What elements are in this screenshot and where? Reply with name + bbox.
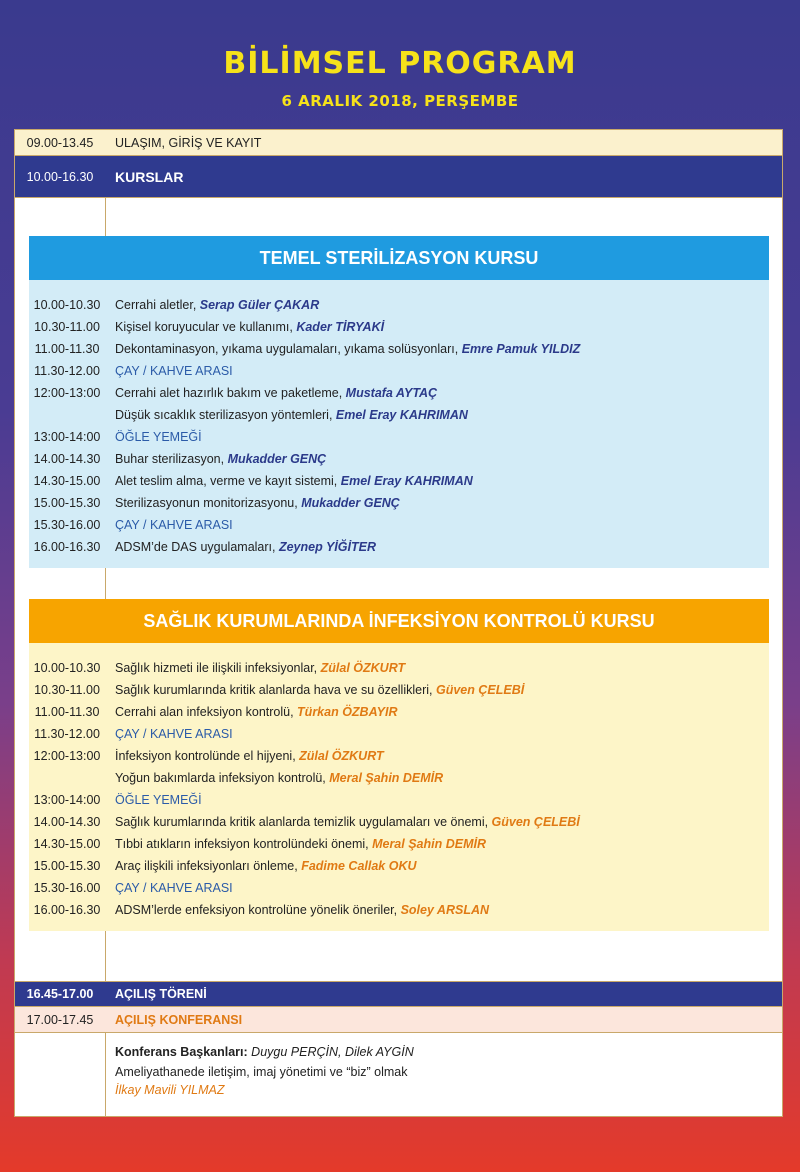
item-speaker: Zülal ÖZKURT xyxy=(299,749,384,763)
conference-chairs-label: Konferans Başkanları: xyxy=(115,1045,248,1059)
list-item xyxy=(29,536,769,558)
row-time: 16.45-17.00 xyxy=(26,987,94,1001)
conference-speaker: İlkay Mavili YILMAZ xyxy=(115,1083,225,1097)
item-speaker: Zeynep YİĞİTER xyxy=(278,540,376,554)
item-speaker: Türkan ÖZBAYIR xyxy=(297,705,398,719)
list-item xyxy=(29,877,769,899)
list-item xyxy=(29,426,769,448)
item-time: 11.00-11.30 xyxy=(34,342,100,356)
item-speaker: Meral Şahin DEMİR xyxy=(372,837,486,851)
course-body-sterilization xyxy=(29,280,769,568)
item-time: 14.30-15.00 xyxy=(33,474,101,488)
item-text: Alet teslim alma, verme ve kayıt sistemi, xyxy=(115,474,341,488)
item-text: Cerrahi alan infeksiyon kontrolü, xyxy=(115,705,298,719)
item-time: 12:00-13:00 xyxy=(33,386,101,400)
item-time: 15.00-15.30 xyxy=(33,496,101,510)
item-speaker: Soley ARSLAN xyxy=(400,903,490,917)
item-break: ÇAY / KAHVE ARASI xyxy=(115,364,233,378)
list-item xyxy=(29,899,769,921)
list-item xyxy=(29,855,769,877)
list-item xyxy=(29,811,769,833)
item-text: Düşük sıcaklık sterilizasyon yöntemleri, xyxy=(115,408,336,422)
list-item xyxy=(29,745,769,767)
item-text: Dekontaminasyon, yıkama uygulamaları, yıkama solüsyonları, xyxy=(115,342,462,356)
list-item xyxy=(29,657,769,679)
item-text: Sağlık kurumlarında kritik alanlarda hava ve su özellikleri, xyxy=(115,683,436,697)
item-speaker: Zülal ÖZKURT xyxy=(320,661,406,675)
item-text: Sağlık kurumlarında kritik alanlarda temizlik uygulamaları ve önemi, xyxy=(115,815,492,829)
item-break: ÇAY / KAHVE ARASI xyxy=(115,881,233,895)
list-item xyxy=(29,448,769,470)
list-item xyxy=(29,723,769,745)
conference-chairs: Duygu PERÇİN, Dilek AYGİN xyxy=(251,1045,414,1059)
item-text: ADSM’lerde enfeksiyon kontrolüne yönelik öneriler, xyxy=(115,903,401,917)
item-time: 10.30-11.00 xyxy=(34,320,100,334)
row-desc: ULAŞIM, GİRİŞ VE KAYIT xyxy=(115,136,262,150)
item-time: 15.30-16.00 xyxy=(33,881,101,895)
item-text: ADSM’de DAS uygulamaları, xyxy=(115,540,279,554)
item-time: 15.30-16.00 xyxy=(33,518,101,532)
program-row xyxy=(15,1007,782,1033)
item-speaker: Fadime Callak OKU xyxy=(301,859,417,873)
list-item xyxy=(29,404,769,426)
program-row xyxy=(15,981,782,1007)
item-time: 16.00-16.30 xyxy=(33,540,101,554)
list-item xyxy=(29,492,769,514)
item-speaker: Güven ÇELEBİ xyxy=(491,815,580,829)
conference-details xyxy=(115,1042,414,1098)
item-break: ÇAY / KAHVE ARASI xyxy=(115,727,233,741)
item-time: 12:00-13:00 xyxy=(33,749,101,763)
item-speaker: Mustafa AYTAÇ xyxy=(345,386,438,400)
item-time: 16.00-16.30 xyxy=(33,903,101,917)
item-time: 11.00-11.30 xyxy=(34,705,100,719)
item-speaker: Emre Pamuk YILDIZ xyxy=(461,342,581,356)
item-time: 11.30-12.00 xyxy=(34,364,100,378)
item-time: 10.00-10.30 xyxy=(33,661,101,675)
program-panel xyxy=(14,129,783,1117)
list-item xyxy=(29,679,769,701)
course-title-infection: SAĞLIK KURUMLARINDA İNFEKSİYON KONTROLÜ KURSU xyxy=(29,599,769,643)
conference-topic: Ameliyathanede iletişim, imaj yönetimi ve “biz” olmak xyxy=(115,1065,408,1079)
item-text: Sağlık hizmeti ile ilişkili infeksiyonlar, xyxy=(115,661,321,675)
list-item xyxy=(29,316,769,338)
page-subtitle: 6 ARALIK 2018, PERŞEMBE xyxy=(281,92,519,110)
item-text: Araç ilişkili infeksiyonları önleme, xyxy=(115,859,302,873)
list-item xyxy=(29,382,769,404)
item-text: Yoğun bakımlarda infeksiyon kontrolü, xyxy=(115,771,330,785)
list-item xyxy=(29,767,769,789)
row-desc: AÇILIŞ KONFERANSI xyxy=(115,1013,243,1027)
item-speaker: Mukadder GENÇ xyxy=(301,496,400,510)
item-time: 13:00-14:00 xyxy=(33,430,101,444)
row-desc: KURSLAR xyxy=(115,169,184,185)
item-speaker: Kader TİRYAKİ xyxy=(296,320,385,334)
item-text: Buhar sterilizasyon, xyxy=(115,452,228,466)
item-text: Cerrahi aletler, xyxy=(115,298,200,312)
item-speaker: Serap Güler ÇAKAR xyxy=(199,298,320,312)
item-speaker: Meral Şahin DEMİR xyxy=(329,771,444,785)
item-time: 10.00-10.30 xyxy=(33,298,101,312)
item-time: 14.30-15.00 xyxy=(33,837,101,851)
list-item xyxy=(29,833,769,855)
list-item xyxy=(29,294,769,316)
program-row xyxy=(15,156,782,198)
item-speaker: Mukadder GENÇ xyxy=(227,452,327,466)
item-speaker: Güven ÇELEBİ xyxy=(435,683,525,697)
item-time: 14.00-14.30 xyxy=(33,452,101,466)
row-desc: AÇILIŞ TÖRENİ xyxy=(115,987,207,1001)
item-break: ÇAY / KAHVE ARASI xyxy=(115,518,233,532)
list-item xyxy=(29,701,769,723)
list-item xyxy=(29,514,769,536)
item-time: 13:00-14:00 xyxy=(33,793,101,807)
row-time: 17.00-17.45 xyxy=(26,1013,94,1027)
item-time: 15.00-15.30 xyxy=(33,859,101,873)
item-text: Cerrahi alet hazırlık bakım ve paketleme, xyxy=(115,386,346,400)
list-item xyxy=(29,338,769,360)
item-break: ÖĞLE YEMEĞİ xyxy=(115,430,202,444)
list-item xyxy=(29,789,769,811)
program-row xyxy=(15,130,782,156)
row-time: 10.00-16.30 xyxy=(26,170,94,184)
item-time: 11.30-12.00 xyxy=(34,727,100,741)
item-time: 10.30-11.00 xyxy=(34,683,100,697)
item-speaker: Emel Eray KAHRIMAN xyxy=(335,408,468,422)
course-body-infection xyxy=(29,643,769,931)
course-title-sterilization: TEMEL STERİLİZASYON KURSU xyxy=(29,236,769,280)
list-item xyxy=(29,470,769,492)
item-text: Tıbbi atıkların infeksiyon kontrolündeki önemi, xyxy=(115,837,373,851)
row-time: 09.00-13.45 xyxy=(26,136,94,150)
item-text: Sterilizasyonun monitorizasyonu, xyxy=(115,496,302,510)
item-speaker: Emel Eray KAHRIMAN xyxy=(340,474,473,488)
page-title: BİLİMSEL PROGRAM xyxy=(223,46,577,81)
item-text: Kişisel koruyucular ve kullanımı, xyxy=(115,320,297,334)
item-text: İnfeksiyon kontrolünde el hijyeni, xyxy=(115,749,300,763)
list-item xyxy=(29,360,769,382)
item-time: 14.00-14.30 xyxy=(33,815,101,829)
item-break: ÖĞLE YEMEĞİ xyxy=(115,793,202,807)
